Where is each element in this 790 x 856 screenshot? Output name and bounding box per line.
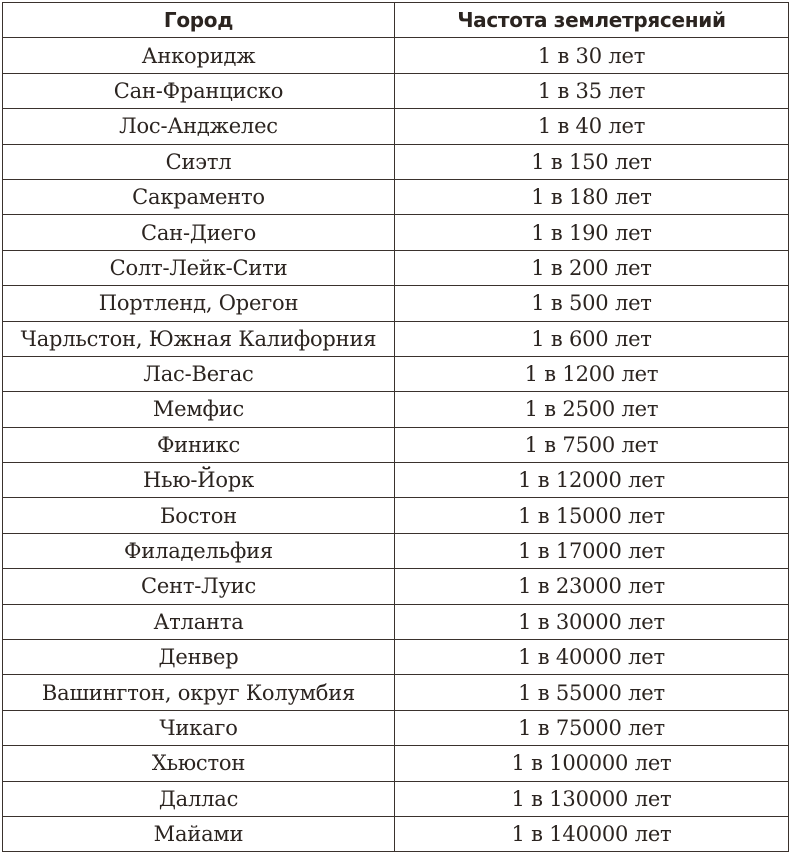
frequency-cell: 1 в 15000 лет — [395, 498, 789, 533]
table-row — [3, 356, 789, 391]
table-row — [3, 675, 789, 710]
table-row — [3, 321, 789, 356]
city-cell: Чарльстон, Южная Калифорния — [3, 321, 395, 356]
city-cell: Нью-Йорк — [3, 463, 395, 498]
table-row — [3, 463, 789, 498]
table-row — [3, 73, 789, 108]
earthquake-frequency-table — [2, 2, 789, 852]
frequency-cell: 1 в 55000 лет — [395, 675, 789, 710]
table-row — [3, 569, 789, 604]
city-cell: Лос-Анджелес — [3, 109, 395, 144]
table-row — [3, 746, 789, 781]
frequency-cell: 1 в 500 лет — [395, 286, 789, 321]
city-cell: Сиэтл — [3, 144, 395, 179]
table-row — [3, 392, 789, 427]
table-row — [3, 604, 789, 639]
city-cell: Мемфис — [3, 392, 395, 427]
city-cell: Бостон — [3, 498, 395, 533]
city-cell: Денвер — [3, 640, 395, 675]
frequency-cell: 1 в 130000 лет — [395, 781, 789, 816]
frequency-cell: 1 в 17000 лет — [395, 533, 789, 568]
city-cell: Солт-Лейк-Сити — [3, 250, 395, 285]
table-header-row — [3, 3, 789, 38]
frequency-cell: 1 в 40000 лет — [395, 640, 789, 675]
table-row — [3, 427, 789, 462]
header-city: Город — [3, 3, 395, 38]
earthquake-frequency-table-container — [2, 2, 788, 854]
frequency-cell: 1 в 180 лет — [395, 179, 789, 214]
table-row — [3, 710, 789, 745]
city-cell: Сан-Диего — [3, 215, 395, 250]
city-cell: Даллас — [3, 781, 395, 816]
frequency-cell: 1 в 40 лет — [395, 109, 789, 144]
city-cell: Лас-Вегас — [3, 356, 395, 391]
city-cell: Анкоридж — [3, 38, 395, 73]
table-row — [3, 640, 789, 675]
table-row — [3, 215, 789, 250]
table-body — [3, 38, 789, 852]
frequency-cell: 1 в 150 лет — [395, 144, 789, 179]
city-cell: Филадельфия — [3, 533, 395, 568]
city-cell: Сан-Франциско — [3, 73, 395, 108]
frequency-cell: 1 в 35 лет — [395, 73, 789, 108]
city-cell: Майами — [3, 816, 395, 851]
header-frequency: Частота землетрясений — [395, 3, 789, 38]
table-row — [3, 38, 789, 73]
frequency-cell: 1 в 12000 лет — [395, 463, 789, 498]
frequency-cell: 1 в 200 лет — [395, 250, 789, 285]
table-row — [3, 781, 789, 816]
frequency-cell: 1 в 600 лет — [395, 321, 789, 356]
table-row — [3, 144, 789, 179]
frequency-cell: 1 в 7500 лет — [395, 427, 789, 462]
table-row — [3, 533, 789, 568]
frequency-cell: 1 в 100000 лет — [395, 746, 789, 781]
frequency-cell: 1 в 190 лет — [395, 215, 789, 250]
table-row — [3, 250, 789, 285]
frequency-cell: 1 в 30 лет — [395, 38, 789, 73]
city-cell: Хьюстон — [3, 746, 395, 781]
city-cell: Чикаго — [3, 710, 395, 745]
frequency-cell: 1 в 1200 лет — [395, 356, 789, 391]
table-row — [3, 816, 789, 851]
city-cell: Сакраменто — [3, 179, 395, 214]
table-row — [3, 498, 789, 533]
frequency-cell: 1 в 2500 лет — [395, 392, 789, 427]
city-cell: Финикс — [3, 427, 395, 462]
table-row — [3, 286, 789, 321]
table-row — [3, 179, 789, 214]
table-row — [3, 109, 789, 144]
city-cell: Вашингтон, округ Колумбия — [3, 675, 395, 710]
city-cell: Атланта — [3, 604, 395, 639]
frequency-cell: 1 в 75000 лет — [395, 710, 789, 745]
frequency-cell: 1 в 30000 лет — [395, 604, 789, 639]
frequency-cell: 1 в 140000 лет — [395, 816, 789, 851]
city-cell: Портленд, Орегон — [3, 286, 395, 321]
city-cell: Сент-Луис — [3, 569, 395, 604]
frequency-cell: 1 в 23000 лет — [395, 569, 789, 604]
